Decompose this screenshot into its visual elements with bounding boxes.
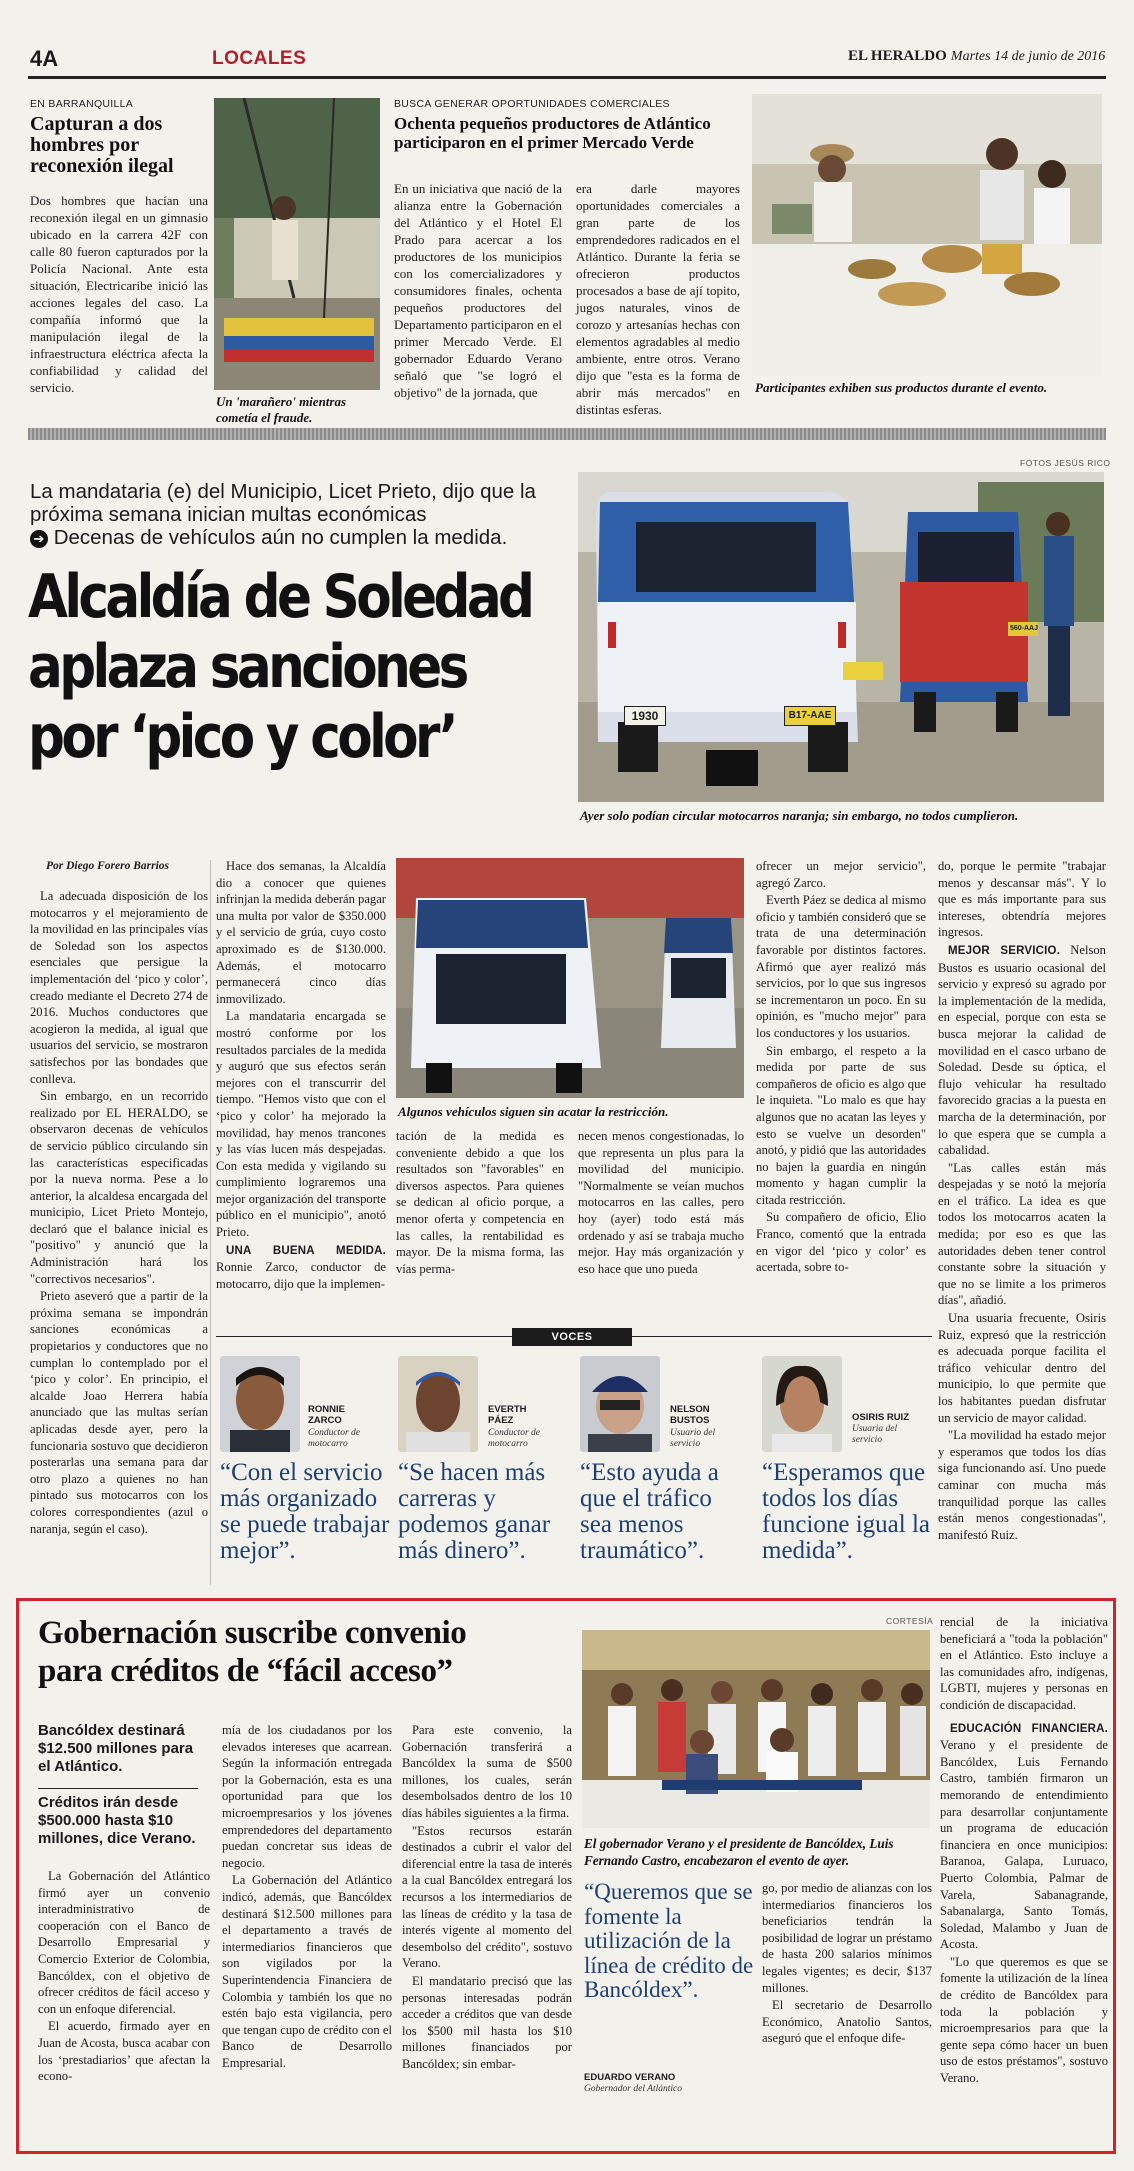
gob-col6-subhead: EDUCACIÓN FINANCIERA. bbox=[950, 1722, 1108, 1735]
brief2-caption: Participantes exhiben sus productos durante el evento. bbox=[755, 380, 1048, 395]
gob-col6-p3: "Lo que queremos es que se fomente la utilización de la línea de crédito de Bancóldex para toda la población y microempresarios para que la gente sepa cómo hacer un buen uso de estos préstamos", sostuvo Verano. bbox=[940, 1954, 1108, 2086]
gob-col6-p1: rencial de la iniciativa beneficiará a "toda la población" en el Atlántico. Esto incluye a las comunidades afro, indígenas, LGBTI, mujeres y personas en condición de discapacidad. bbox=[940, 1615, 1108, 1712]
gob-col1-p1: La Gobernación del Atlántico firmó ayer un convenio interadministrativo de cooperación con el Banco de Desarrollo Empresarial y Comercio Exterior de Colombia, Bancóldex, con el objetivo de ofrecer créditos de fácil acceso y con un enfoque diferencial. bbox=[38, 1869, 210, 2016]
brief1-caption: Un 'marañero' mientras cometía el fraude. bbox=[216, 394, 347, 425]
voz-1-portrait bbox=[220, 1356, 300, 1452]
gob-col5-p1: go, por medio de alianzas con los intermediarios financieros los beneficiarios tendrán la posibilidad de lograr un préstamo de hasta 200 salarios mínimos legales vigentes; es decir, $137 millones. bbox=[762, 1881, 932, 1995]
byline: Por Diego Forero Barrios bbox=[46, 860, 169, 872]
main-headline-line3: por ‘pico y color’ bbox=[28, 702, 456, 772]
voz-3-portrait bbox=[580, 1356, 660, 1452]
main-col6-p1: do, porque le permite "trabajar menos y descansar más". Y lo que es más importante para sus intereses, obtendría mejores ingresos. bbox=[938, 859, 1106, 940]
voz-1-name bbox=[308, 1404, 345, 1426]
voz-4-role: Usuaria del servicio bbox=[852, 1424, 898, 1445]
gob-headline-line1: Gobernación suscribe convenio bbox=[38, 1615, 467, 1651]
brief2-photo bbox=[752, 94, 1102, 376]
main-col3: tación de la medida es conveniente debido a que los resultados son "favorables" en diversos aspectos. Para quienes se dedican al oficio porque, a menor oferta y competencia en las calles, la rentabilidad es mayor. De la misma forma, las vías perma- bbox=[396, 1129, 564, 1276]
voz-1 bbox=[216, 1356, 392, 1576]
main-photo-caption: Ayer solo podían circular motocarros naranja; sin embargo, no todos cumplieron. bbox=[580, 808, 1019, 823]
main-col6-p2-text: Nelson Bustos es usuario ocasional del servicio y expresó su agrado por la implementación de la medida, en especial, porque con esta se busca mejorar la calidad de movilidad en el casco urbano de Soledad. Desde su óptica, el flujo vehicular ha resultado favorecido gracias a la puesta en marcha de la determinación, por lo que espera que se cumpla a cabalidad. bbox=[938, 942, 1106, 1158]
main-col1-p2: Sin embargo, en un recorrido realizado por EL HERALDO, se observaron decenas de vehículos de servicio público circulando sin las características especificadas por la nueva norma. Pese a lo anterior, la alcaldesa encargada del municipio, Licet Prieto Montejo, declaró que el balance inicial es "positivo" y anunció que la Administración hará los "correctivos necesarios". bbox=[30, 1089, 208, 1286]
gob-col3-p2: "Estos recursos estarán destinados a cubrir el valor del diferencial entre la tasa de interés a la cual Bancóldex entregará los recursos a los intermediarios de las líneas de crédito y la tasa de interés vigente al momento del desembolso del crédito", sostuvo Verano. bbox=[402, 1823, 572, 1971]
main-col5-p1: ofrecer un mejor servicio", agregó Zarco. bbox=[756, 859, 926, 890]
brief2-col1: En un iniciativa que nació de la alianza entre la Gobernación del Atlántico y el Hotel El Prado para acercar a los productores de los municipios con los comercializadores y consumidores finales, ochenta pequeños productores del Departamento participaron en el primer Mercado Verde. El gobernador Eduardo Verano señaló que "se logró el objetivo" de la jornada, que bbox=[394, 181, 562, 400]
gob-col6 bbox=[940, 1614, 1108, 2087]
voz-3 bbox=[576, 1356, 752, 1576]
voz-1-name-l1: RONNIE bbox=[308, 1404, 345, 1415]
main-col1-p3: Prieto aseveró que a partir de la próxima semana se impondrán sanciones económicas a propietarios y conductores que no cumplan lo contemplado por el ‘pico y color’. En principio, el alcalde Joao Herrera había anunciado que las multas serían aplicadas desde ayer, pero la funcionaria sostuvo que decidieron posterarlas una semana para dar otro plazo a quienes no han pintado sus motocarros con los colores correspondientes (azul o naranja, según el caso). bbox=[30, 1289, 208, 1536]
main-col2-p3 bbox=[216, 1242, 386, 1293]
gob-col3-p1: Para este convenio, la Gobernación transferirá a Bancóldex la suma de $500 millones, los cuales, serán desembolsados dentro de los 10 días hábiles siguientes a la firma. bbox=[402, 1723, 572, 1820]
main-col6-subhead: MEJOR SERVICIO. bbox=[948, 944, 1061, 957]
gob-col2 bbox=[222, 1722, 392, 2071]
voz-2-name-l2: PÁEZ bbox=[488, 1415, 514, 1426]
main-photo-credit: FOTOS JESÚS RICO bbox=[1020, 458, 1111, 468]
gob-col2-p2: La Gobernación del Atlántico indicó, además, que Bancóldex destinará $12.500 millones para el departamento a través de intermediarios financieros que son vigilados por la Superintendencia Financiera de Colombia y también los que no estén bajo esta vigilancia, pero que tengan cupo de crédito con el Banco de Desarrollo Empresarial. bbox=[222, 1873, 392, 2070]
voz-4 bbox=[756, 1356, 932, 1576]
main-deck-1: La mandataria (e) del Municipio, Licet Prieto, dijo que la próxima semana inician multas económicas bbox=[30, 480, 536, 526]
gob-col1 bbox=[38, 1868, 210, 2085]
gob-pull-name: EDUARDO VERANO bbox=[584, 2072, 676, 2083]
page-number: 4A bbox=[30, 46, 59, 71]
brief1-photo bbox=[214, 98, 380, 390]
brief2-col2: era darle mayores oportunidades comerciales a gran parte de los emprendedores radicados en el Atlántico. Durante la feria se ofrecieron productos procesados a base de ají topito, jugos naturales, vinos de corozo y artesanías hechas con elementos agradables al medio ambiente, entre otros. Verano dijo que "esta es la forma de abrir más mercados" en distintas esferas. bbox=[576, 181, 740, 417]
main-col5 bbox=[756, 858, 926, 1276]
gob-deck1: Bancóldex destinará $12.500 millones para el Atlántico. bbox=[38, 1722, 194, 1775]
voz-2-quote: “Se hacen más carreras y podemos ganar más dinero”. bbox=[398, 1459, 551, 1564]
main-photo bbox=[578, 472, 1104, 802]
brief1-headline: Capturan a dos hombres por reconexión ilegal bbox=[30, 113, 174, 177]
gob-deck2: Créditos irán desde $500.000 hasta $10 millones, dice Verano. bbox=[38, 1794, 196, 1847]
brief1-body: Dos hombres que hacían una reconexión ilegal en un gimnasio ubicado en la carrera 42F con calle 80 fueron capturados por la Policía Nacional. Ante esta situación, Electricaribe inició las acciones legales del caso. La compañía informó que la manipulación ilegal de la infraestructura eléctrica afecta la confiabilidad y calidad del servicio. bbox=[30, 193, 208, 395]
gob-col3-p3: El mandatario precisó que las personas interesadas podrán acceder a créditos que van desde los $500 mil hasta los $10 millones financiados por Bancóldex; sin embar- bbox=[402, 1973, 572, 2071]
main-headline-line1: Alcaldía de Soledad bbox=[28, 562, 532, 632]
main-col6-p3: "Las calles están más despejadas y se notó la mejoría en el tráfico. La idea es que todos los motocarros acaten la medida; por eso es que las autoridades deben tener control constante sobre la situación y que no se limite a los primeros días", añadió. bbox=[938, 1160, 1106, 1308]
voz-1-role: Conductor de motocarro bbox=[308, 1428, 360, 1449]
col-divider bbox=[210, 860, 211, 1585]
separator-band bbox=[28, 428, 1106, 440]
plate-1930: 1930 bbox=[624, 706, 666, 726]
voz-2-role: Conductor de motocarro bbox=[488, 1428, 540, 1449]
gob-col6-p2 bbox=[940, 1720, 1108, 1953]
gob-pull-role: Gobernador del Atlántico bbox=[584, 2084, 682, 2094]
arrow-icon: ➔ bbox=[30, 530, 48, 548]
main-col2-end: Ronnie Zarco, conductor de motocarro, dijo que la implemen- bbox=[216, 1260, 386, 1291]
voz-2-portrait bbox=[398, 1356, 478, 1452]
voces-label: VOCES bbox=[512, 1328, 632, 1346]
main-deck-2-text: Decenas de vehículos aún no cumplen la medida. bbox=[53, 526, 508, 549]
main-col4: necen menos congestionadas, lo que representa un plus para la movilidad del municipio. "Normalmente se veían muchos motocarros en las calles, pero hoy (ayer) todo está más ordenado y así se trabaja mucho mejor. Hay más organización y eso hace que uno pueda bbox=[578, 1129, 744, 1276]
voz-3-quote: “Esto ayuda a que el tráfico sea menos traumático”. bbox=[580, 1459, 719, 1564]
brief2-headline: Ochenta pequeños productores de Atlántico participaron en el primer Mercado Verde bbox=[394, 114, 711, 152]
issue-date: Martes 14 de junio de 2016 bbox=[950, 49, 1106, 64]
plate-red: 560-AAJ bbox=[1009, 625, 1038, 632]
main-col2-subhead: UNA BUENA MEDIDA. bbox=[226, 1244, 386, 1257]
voz-1-quote: “Con el servicio más organizado se puede trabajar mejor”. bbox=[220, 1459, 390, 1564]
voz-1-name-l2: ZARCO bbox=[308, 1415, 342, 1426]
main-col6-p2 bbox=[938, 942, 1106, 1159]
voz-2-name-l1: EVERTH bbox=[488, 1404, 527, 1415]
gob-col5 bbox=[762, 1880, 932, 2047]
main-col5-p2: Everth Páez se dedica al mismo oficio y también consideró que se trata de una determinación favorable por distintos factores. Afirmó que ayer realizó más servicios, por lo que sus ingresos se incrementaron un poco. En su opinión, es "mucho mejor" para los conductores y los usuarios. bbox=[756, 893, 926, 1040]
main-col2-p1: Hace dos semanas, la Alcaldía dio a conocer que quienes infrinjan la medida deberán pagar una multa por valor de $350.000 y el servicio de grúa, cuyo costo aproximado es de $130.000. Además, el motocarro permanecerá cinco días inmovilizado. bbox=[216, 859, 386, 1006]
gob-col5-p2: El secretario de Desarrollo Económico, Anatolio Santos, aseguró que el enfoque dife- bbox=[762, 1998, 932, 2046]
gob-headline bbox=[38, 1614, 578, 1690]
header-rule bbox=[28, 76, 1106, 79]
voz-3-name-l2: BUSTOS bbox=[670, 1415, 710, 1426]
voz-4-name-l1: OSIRIS RUIZ bbox=[852, 1412, 910, 1423]
gob-col1-p2: El acuerdo, firmado ayer en Juan de Acosta, busca acabar con los ‘prestadiarios’ que afectan la econo- bbox=[38, 2019, 210, 2084]
section-name: LOCALES bbox=[212, 48, 307, 69]
voz-4-quote: “Esperamos que todos los días funcione igual la medida”. bbox=[762, 1459, 930, 1564]
main-headline bbox=[28, 562, 532, 772]
voz-4-name bbox=[852, 1412, 909, 1423]
gob-headline-line2: para créditos de “fácil acceso” bbox=[38, 1653, 453, 1689]
voz-2 bbox=[396, 1356, 572, 1576]
brief2-kicker: BUSCA GENERAR OPORTUNIDADES COMERCIALES bbox=[394, 98, 670, 110]
brief1-kicker: EN BARRANQUILLA bbox=[30, 98, 134, 110]
main-col1 bbox=[30, 888, 208, 1537]
main-headline-line2: aplaza sanciones bbox=[28, 632, 466, 702]
main-col1-p1: La adecuada disposición de los motocarros y el mejoramiento de la movilidad en las principales vías de Soledad son los aspectos esenciales que persigue la implementación del ‘pico y color’, creado mediante el Decreto 274 de 2016. Muchos conductores que acogieron la medida, al igual que usuarios del servicio, se mostraron satisfechos por las bondades que conlleva. bbox=[30, 889, 208, 1086]
main-col6-p5: "La movilidad ha estado mejor y esperamos que todos los días siga funcionando así. Uno puede caminar con mucha más tranquilidad porque las calles están menos congestionadas", manifestó Ruiz. bbox=[938, 1428, 1106, 1542]
main-col5-p4: Su compañero de oficio, Elio Franco, comentó que la entrada en vigor del ‘pico y color’ es acertada, sobre to- bbox=[756, 1210, 926, 1275]
inline-photo bbox=[396, 858, 744, 1098]
plate-main: B17-AAE bbox=[784, 706, 836, 726]
masthead bbox=[848, 48, 1105, 65]
gob-deck-rule bbox=[38, 1788, 198, 1789]
voz-2-name bbox=[488, 1404, 527, 1426]
gob-col6-p2-text: Verano y el presidente de Bancóldex, Luis Fernando Castro, también firmaron un memorando de entendimiento para desarrollar conjuntamente un programa de educación financiera en once municipios: Baranoa, Galapa, Luruaco, Puerto Colombia, Palmar de Varela, Sabanagrande, Sabanalarga, Santo Tomás, Soledad, Malambo y Juan de Acosta. bbox=[940, 1738, 1108, 1952]
gob-photo bbox=[582, 1630, 930, 1828]
voz-3-name bbox=[670, 1404, 710, 1426]
main-col2 bbox=[216, 858, 386, 1292]
voz-4-portrait bbox=[762, 1356, 842, 1452]
gob-col3 bbox=[402, 1722, 572, 2072]
main-col6 bbox=[938, 858, 1106, 1543]
main-deck-2 bbox=[30, 526, 590, 549]
main-col5-p3: Sin embargo, el respeto a la medida por parte de sus compañeros de oficio es algo que le inquieta. "Lo malo es que hay algunos que no acatan las leyes y esto se vuelve un desorden" anotó, y pidió que las autoridades no bajen la guardia en ningún momento y hagan cumplir la citada restricción. bbox=[756, 1043, 926, 1207]
inline-photo-caption: Algunos vehículos siguen sin acatar la restricción. bbox=[398, 1104, 669, 1119]
gob-col2-p1: mía de los ciudadanos por los elevados intereses que acarrean. Según la información entregada por la Gobernación, esta es una oportunidad para que los microempresarios y los jóvenes emprendedores del departamento puedan concretar sus ideas de negocio. bbox=[222, 1723, 392, 1870]
gob-photo-caption: El gobernador Verano y el presidente de Bancóldex, Luis Fernando Castro, encabezaron el evento de ayer. bbox=[584, 1836, 894, 1868]
gob-pull-quote: “Queremos que se fomente la utilización de la línea de crédito de Bancóldex”. bbox=[584, 1879, 754, 2002]
voz-3-name-l1: NELSON bbox=[670, 1404, 710, 1415]
newspaper-name: EL HERALDO bbox=[848, 48, 947, 64]
main-col6-p4: Una usuaria frecuente, Osiris Ruiz, expresó que la restricción es adecuada porque facilita el tráfico vehicular dentro del municipio, lo que permite que los habitantes puedan disfrutar un servicio de mayor calidad. bbox=[938, 1311, 1106, 1425]
voz-3-role: Usuario del servicio bbox=[670, 1428, 716, 1449]
main-col2-p2: La mandataria encargada se mostró conforme por los resultados parciales de la medida y auguró que sus efectos serán mejores con el transcurrir del tiempo. "Hemos visto que con el ‘pico y color’ ha mejorado la movilidad, hay menos trancones y las vías lucen más despejadas. Con esta medida y vigilando su cumplimiento lograremos una mejor organización del transporte público en el municipio", anotó Prieto. bbox=[216, 1009, 386, 1240]
gob-photo-credit: CORTESÍA bbox=[886, 1616, 934, 1626]
